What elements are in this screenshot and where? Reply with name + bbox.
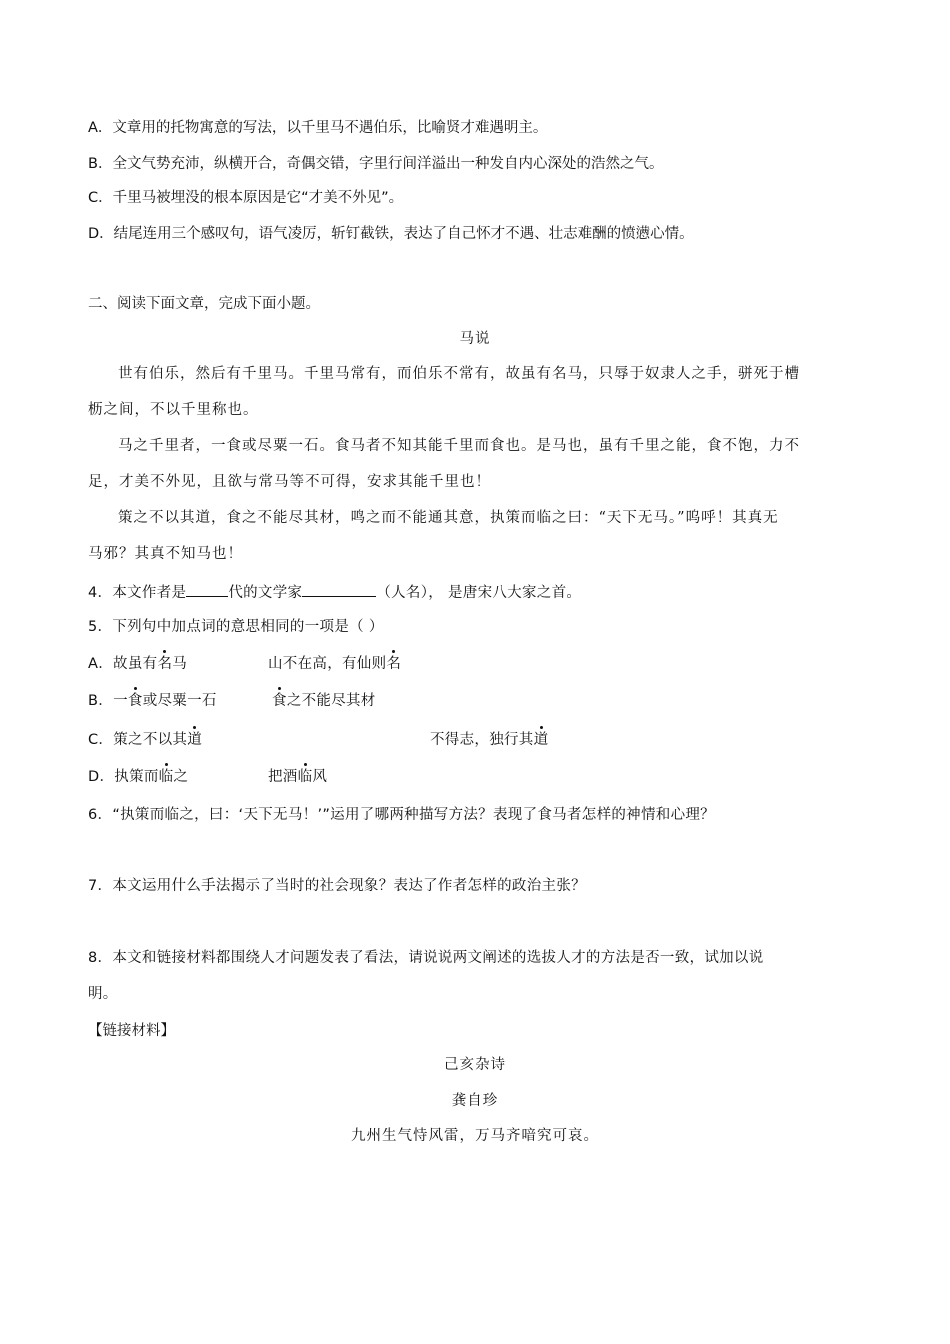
q5-option-d-second: 把酒临风 <box>268 769 328 785</box>
poem-line-1: 九州生气恃风雷，万马齐喑究可哀。 <box>351 1128 599 1144</box>
question-6: 6．“执策而临之，曰：‘天下无马！’”运用了哪两种描写方法？表现了食马者怎样的神情和心理？ <box>88 807 715 823</box>
question-8-line1: 8．本文和链接材料都围绕人才问题发表了看法，请说说两文阐述的选拔人才的方法是否一致，试加以说 <box>88 950 764 966</box>
dotted-word: 名 <box>157 656 173 672</box>
q4-text-c: （人名）， 是唐宋八大家之首。 <box>376 585 582 601</box>
passage-para2-line1: 马之千里者，一食或尽粟一石。食马者不知其能千里而食也。是马也，虽有千里之能，食不饱，力不 <box>118 438 800 454</box>
q5-option-c-second: 不得志，独行其道 <box>430 732 549 748</box>
q4-text-a: 4．本文作者是 <box>88 585 187 601</box>
option-d-prev: D．结尾连用三个感叹句，语气凌厉，斩钉截铁，表达了自己怀才不遇、壮志难酬的愤懑心情。 <box>88 226 694 242</box>
q4-blank-author[interactable] <box>302 581 376 597</box>
question-4 <box>88 581 581 603</box>
q4-blank-dynasty[interactable] <box>186 581 228 597</box>
dotted-word: 道 <box>187 732 203 748</box>
dotted-word: 临 <box>158 769 174 785</box>
option-b-prev: B．全文气势充沛，纵横开合，奇偶交错，字里行间洋溢出一种发自内心深处的浩然之气。 <box>88 156 664 172</box>
passage-para3-line2: 马邪？其真不知马也！ <box>88 546 243 562</box>
q5-option-a: A．故虽有名马 山不在高，有仙则名 <box>88 656 402 672</box>
passage-para2-line2: 足，才美不外见，且欲与常马等不可得，安求其能千里也！ <box>88 474 491 490</box>
question-7: 7．本文运用什么手法揭示了当时的社会现象？表达了作者怎样的政治主张？ <box>88 878 586 894</box>
passage-para3-line1: 策之不以其道，食之不能尽其材，鸣之而不能通其意，执策而临之曰：“天下无马。”呜呼！其真无 <box>118 510 779 526</box>
section-heading: 二、阅读下面文章，完成下面小题。 <box>88 296 320 312</box>
dotted-word: 道 <box>533 732 549 748</box>
q5-option-a-second: 山不在高，有仙则名 <box>268 656 402 672</box>
link-material-label: 【链接材料】 <box>88 1023 175 1039</box>
q5-option-b: B．一食或尽粟一石 食之不能尽其材 <box>88 693 376 709</box>
question-8-line2: 明。 <box>88 986 118 1002</box>
q5-option-b-second: 食之不能尽其材 <box>272 693 376 709</box>
poem-title: 己亥杂诗 <box>444 1057 506 1073</box>
q5-option-c: C．策之不以其道 不得志，独行其道 <box>88 732 549 748</box>
option-c-prev: C．千里马被埋没的根本原因是它“才美不外见”。 <box>88 190 404 206</box>
dotted-word: 食 <box>127 693 143 709</box>
option-a-prev: A．文章用的托物寓意的写法，以千里马不遇伯乐，比喻贤才难遇明主。 <box>88 120 548 136</box>
question-5-stem: 5．下列句中加点词的意思相同的一项是（ ） <box>88 619 384 635</box>
passage-para1-line2: 枥之间，不以千里称也。 <box>88 402 259 418</box>
passage-para1-line1: 世有伯乐，然后有千里马。千里马常有，而伯乐不常有，故虽有名马，只辱于奴隶人之手，骈死于槽 <box>118 366 800 382</box>
dotted-word: 名 <box>386 656 402 672</box>
poem-author: 龚自珍 <box>451 1093 499 1109</box>
passage-title: 马说 <box>459 331 491 347</box>
dotted-word: 食 <box>272 693 287 709</box>
q4-text-b: 代的文学家 <box>228 585 303 601</box>
q5-option-d: D．执策而临之 把酒临风 <box>88 769 328 785</box>
dotted-word: 临 <box>297 769 313 785</box>
